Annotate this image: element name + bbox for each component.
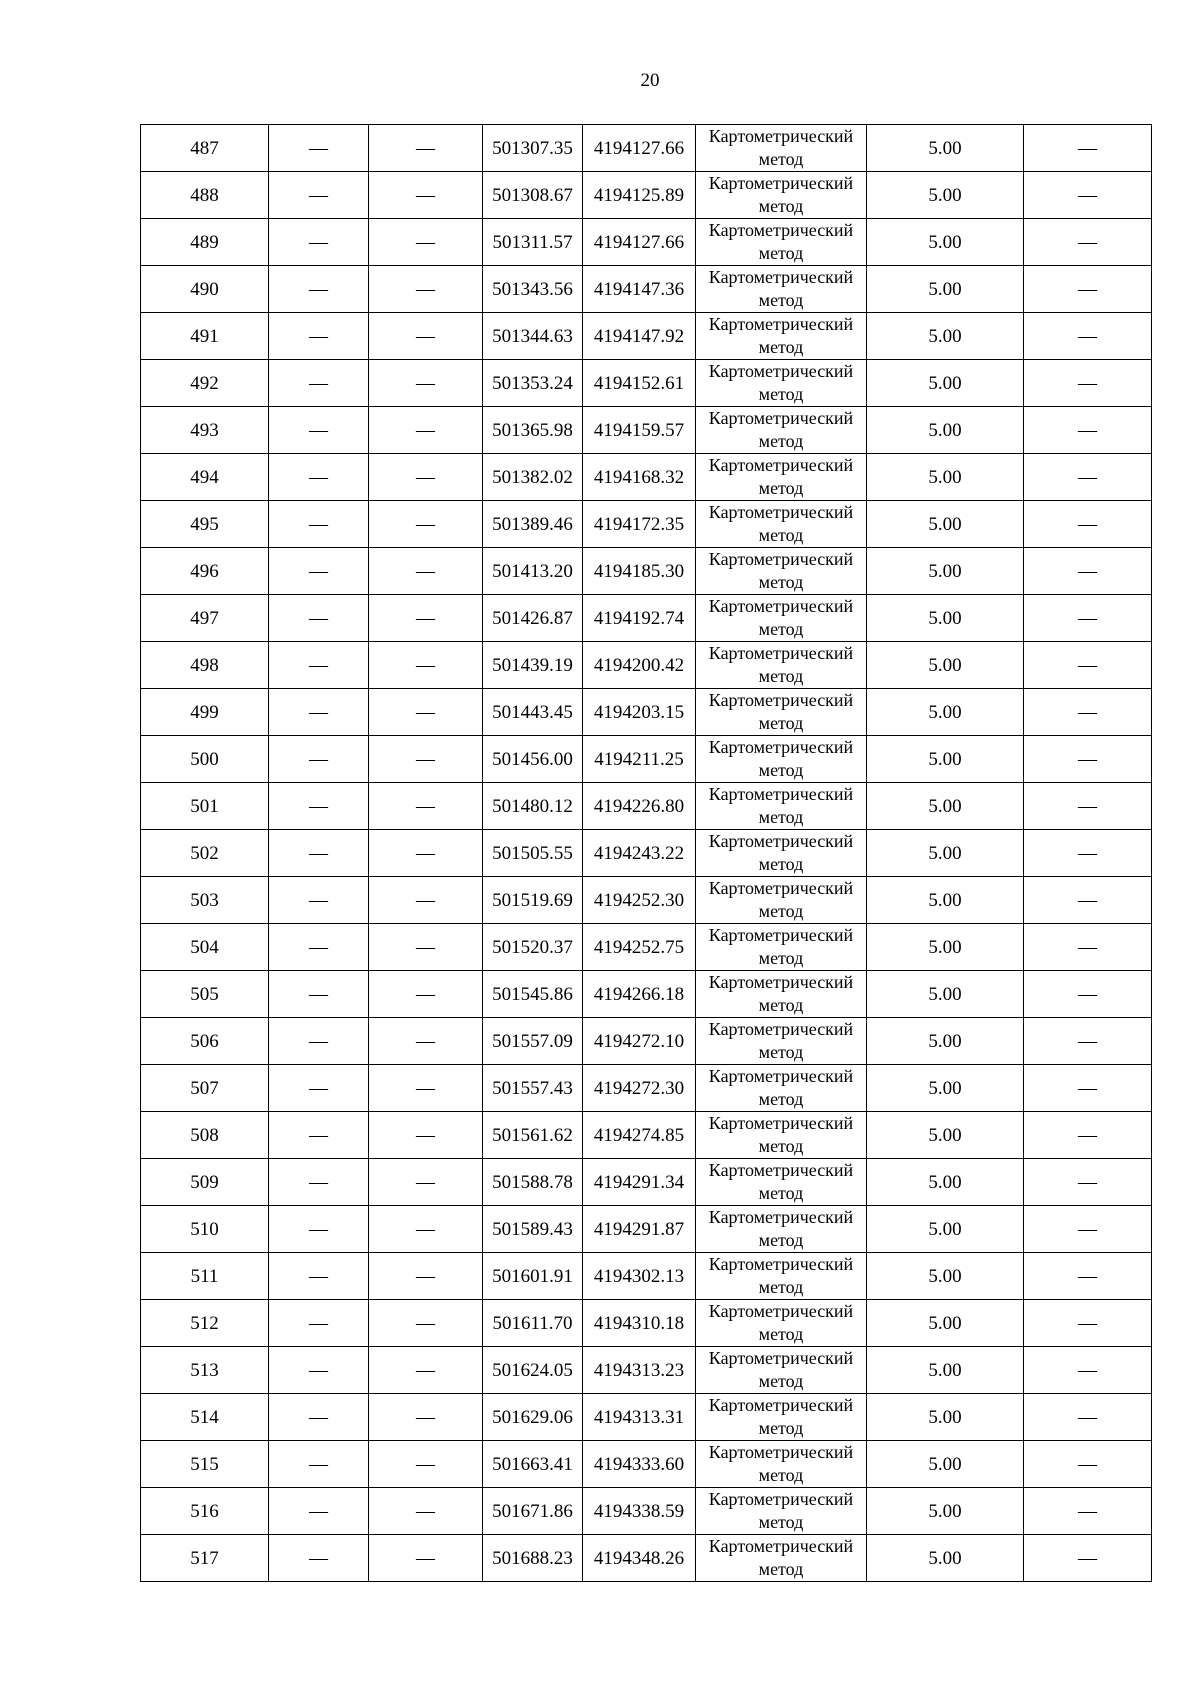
coordinate-y-cell: 4194272.10 (583, 1018, 696, 1065)
point-number-cell: 514 (141, 1394, 269, 1441)
point-number-cell: 492 (141, 360, 269, 407)
coordinate-x-cell: 501545.86 (483, 971, 583, 1018)
method-cell: Картометрический метод (696, 266, 867, 313)
coordinate-x-cell: 501439.19 (483, 642, 583, 689)
empty-value-cell: — (1024, 1206, 1152, 1253)
empty-value-cell: — (1024, 1112, 1152, 1159)
empty-value-cell: — (269, 689, 369, 736)
empty-value-cell: — (1024, 1253, 1152, 1300)
point-number-cell: 517 (141, 1535, 269, 1582)
empty-value-cell: — (1024, 783, 1152, 830)
empty-value-cell: — (269, 595, 369, 642)
table-row (141, 1112, 1152, 1159)
table-row (141, 125, 1152, 172)
empty-value-cell: — (1024, 1535, 1152, 1582)
empty-value-cell: — (269, 501, 369, 548)
empty-value-cell: — (269, 548, 369, 595)
accuracy-cell: 5.00 (867, 595, 1024, 642)
accuracy-cell: 5.00 (867, 172, 1024, 219)
accuracy-cell: 5.00 (867, 125, 1024, 172)
point-number-cell: 487 (141, 125, 269, 172)
empty-value-cell: — (369, 877, 483, 924)
table-row (141, 407, 1152, 454)
empty-value-cell: — (369, 454, 483, 501)
accuracy-cell: 5.00 (867, 830, 1024, 877)
empty-value-cell: — (1024, 1065, 1152, 1112)
method-cell: Картометрический метод (696, 1159, 867, 1206)
accuracy-cell: 5.00 (867, 1535, 1024, 1582)
empty-value-cell: — (369, 971, 483, 1018)
empty-value-cell: — (1024, 266, 1152, 313)
empty-value-cell: — (269, 407, 369, 454)
empty-value-cell: — (269, 1441, 369, 1488)
method-cell: Картометрический метод (696, 1300, 867, 1347)
empty-value-cell: — (269, 125, 369, 172)
empty-value-cell: — (269, 313, 369, 360)
coordinate-x-cell: 501413.20 (483, 548, 583, 595)
point-number-cell: 509 (141, 1159, 269, 1206)
empty-value-cell: — (369, 219, 483, 266)
accuracy-cell: 5.00 (867, 924, 1024, 971)
method-cell: Картометрический метод (696, 219, 867, 266)
coordinate-y-cell: 4194291.87 (583, 1206, 696, 1253)
method-cell: Картометрический метод (696, 642, 867, 689)
empty-value-cell: — (269, 172, 369, 219)
table-row (141, 877, 1152, 924)
point-number-cell: 511 (141, 1253, 269, 1300)
point-number-cell: 515 (141, 1441, 269, 1488)
method-cell: Картометрический метод (696, 1018, 867, 1065)
accuracy-cell: 5.00 (867, 1159, 1024, 1206)
empty-value-cell: — (369, 736, 483, 783)
coordinate-y-cell: 4194302.13 (583, 1253, 696, 1300)
point-number-cell: 495 (141, 501, 269, 548)
table-row (141, 595, 1152, 642)
empty-value-cell: — (269, 642, 369, 689)
empty-value-cell: — (269, 1347, 369, 1394)
empty-value-cell: — (269, 1112, 369, 1159)
empty-value-cell: — (1024, 1300, 1152, 1347)
coordinate-y-cell: 4194338.59 (583, 1488, 696, 1535)
empty-value-cell: — (269, 1300, 369, 1347)
empty-value-cell: — (1024, 689, 1152, 736)
coordinate-y-cell: 4194348.26 (583, 1535, 696, 1582)
coordinate-x-cell: 501663.41 (483, 1441, 583, 1488)
empty-value-cell: — (1024, 642, 1152, 689)
table-row (141, 689, 1152, 736)
method-cell: Картометрический метод (696, 877, 867, 924)
accuracy-cell: 5.00 (867, 1488, 1024, 1535)
empty-value-cell: — (369, 1159, 483, 1206)
coordinate-x-cell: 501382.02 (483, 454, 583, 501)
table-row (141, 219, 1152, 266)
coordinate-y-cell: 4194333.60 (583, 1441, 696, 1488)
method-cell: Картометрический метод (696, 1394, 867, 1441)
point-number-cell: 503 (141, 877, 269, 924)
table-row (141, 1065, 1152, 1112)
empty-value-cell: — (369, 1394, 483, 1441)
coordinate-y-cell: 4194243.22 (583, 830, 696, 877)
empty-value-cell: — (269, 266, 369, 313)
point-number-cell: 500 (141, 736, 269, 783)
empty-value-cell: — (369, 1018, 483, 1065)
accuracy-cell: 5.00 (867, 736, 1024, 783)
empty-value-cell: — (369, 1300, 483, 1347)
coordinate-y-cell: 4194200.42 (583, 642, 696, 689)
accuracy-cell: 5.00 (867, 1347, 1024, 1394)
empty-value-cell: — (269, 1394, 369, 1441)
coordinate-y-cell: 4194152.61 (583, 360, 696, 407)
coordinate-x-cell: 501307.35 (483, 125, 583, 172)
coordinate-y-cell: 4194172.35 (583, 501, 696, 548)
point-number-cell: 513 (141, 1347, 269, 1394)
method-cell: Картометрический метод (696, 971, 867, 1018)
method-cell: Картометрический метод (696, 313, 867, 360)
accuracy-cell: 5.00 (867, 407, 1024, 454)
coordinate-x-cell: 501308.67 (483, 172, 583, 219)
coordinate-x-cell: 501688.23 (483, 1535, 583, 1582)
coordinate-x-cell: 501519.69 (483, 877, 583, 924)
method-cell: Картометрический метод (696, 548, 867, 595)
accuracy-cell: 5.00 (867, 1206, 1024, 1253)
coordinate-y-cell: 4194185.30 (583, 548, 696, 595)
method-cell: Картометрический метод (696, 1253, 867, 1300)
empty-value-cell: — (269, 783, 369, 830)
empty-value-cell: — (369, 595, 483, 642)
point-number-cell: 505 (141, 971, 269, 1018)
table-row (141, 501, 1152, 548)
point-number-cell: 516 (141, 1488, 269, 1535)
coordinate-x-cell: 501311.57 (483, 219, 583, 266)
coordinate-y-cell: 4194310.18 (583, 1300, 696, 1347)
coordinate-x-cell: 501611.70 (483, 1300, 583, 1347)
method-cell: Картометрический метод (696, 595, 867, 642)
empty-value-cell: — (269, 1206, 369, 1253)
accuracy-cell: 5.00 (867, 548, 1024, 595)
method-cell: Картометрический метод (696, 360, 867, 407)
empty-value-cell: — (1024, 595, 1152, 642)
coordinate-y-cell: 4194266.18 (583, 971, 696, 1018)
coordinate-y-cell: 4194192.74 (583, 595, 696, 642)
accuracy-cell: 5.00 (867, 266, 1024, 313)
coordinate-y-cell: 4194274.85 (583, 1112, 696, 1159)
empty-value-cell: — (369, 1535, 483, 1582)
method-cell: Картометрический метод (696, 1535, 867, 1582)
empty-value-cell: — (1024, 219, 1152, 266)
empty-value-cell: — (269, 1159, 369, 1206)
coordinate-x-cell: 501480.12 (483, 783, 583, 830)
coordinate-x-cell: 501505.55 (483, 830, 583, 877)
table-row (141, 454, 1152, 501)
empty-value-cell: — (269, 877, 369, 924)
empty-value-cell: — (369, 172, 483, 219)
empty-value-cell: — (369, 1206, 483, 1253)
table-body (141, 125, 1152, 1582)
accuracy-cell: 5.00 (867, 877, 1024, 924)
accuracy-cell: 5.00 (867, 313, 1024, 360)
coordinate-x-cell: 501557.43 (483, 1065, 583, 1112)
empty-value-cell: — (1024, 830, 1152, 877)
point-number-cell: 512 (141, 1300, 269, 1347)
empty-value-cell: — (1024, 548, 1152, 595)
coordinate-x-cell: 501343.56 (483, 266, 583, 313)
method-cell: Картометрический метод (696, 454, 867, 501)
empty-value-cell: — (1024, 1441, 1152, 1488)
empty-value-cell: — (369, 125, 483, 172)
coordinate-y-cell: 4194203.15 (583, 689, 696, 736)
empty-value-cell: — (369, 1112, 483, 1159)
point-number-cell: 488 (141, 172, 269, 219)
empty-value-cell: — (1024, 1394, 1152, 1441)
empty-value-cell: — (1024, 1159, 1152, 1206)
coordinate-y-cell: 4194211.25 (583, 736, 696, 783)
coordinate-x-cell: 501629.06 (483, 1394, 583, 1441)
method-cell: Картометрический метод (696, 125, 867, 172)
table-row (141, 783, 1152, 830)
point-number-cell: 501 (141, 783, 269, 830)
coordinate-x-cell: 501601.91 (483, 1253, 583, 1300)
coordinate-x-cell: 501443.45 (483, 689, 583, 736)
coordinate-x-cell: 501588.78 (483, 1159, 583, 1206)
empty-value-cell: — (1024, 924, 1152, 971)
table-row (141, 313, 1152, 360)
coordinates-table (140, 124, 1152, 1582)
point-number-cell: 496 (141, 548, 269, 595)
coordinate-y-cell: 4194127.66 (583, 125, 696, 172)
empty-value-cell: — (1024, 1347, 1152, 1394)
method-cell: Картометрический метод (696, 783, 867, 830)
table-row (141, 1488, 1152, 1535)
method-cell: Картометрический метод (696, 1347, 867, 1394)
accuracy-cell: 5.00 (867, 1441, 1024, 1488)
point-number-cell: 506 (141, 1018, 269, 1065)
accuracy-cell: 5.00 (867, 1394, 1024, 1441)
empty-value-cell: — (1024, 407, 1152, 454)
method-cell: Картометрический метод (696, 830, 867, 877)
empty-value-cell: — (1024, 501, 1152, 548)
method-cell: Картометрический метод (696, 1488, 867, 1535)
coordinate-x-cell: 501589.43 (483, 1206, 583, 1253)
point-number-cell: 493 (141, 407, 269, 454)
method-cell: Картометрический метод (696, 1065, 867, 1112)
empty-value-cell: — (1024, 313, 1152, 360)
empty-value-cell: — (1024, 454, 1152, 501)
method-cell: Картометрический метод (696, 1112, 867, 1159)
empty-value-cell: — (269, 1018, 369, 1065)
coordinate-y-cell: 4194272.30 (583, 1065, 696, 1112)
coordinate-y-cell: 4194127.66 (583, 219, 696, 266)
coordinate-y-cell: 4194313.23 (583, 1347, 696, 1394)
accuracy-cell: 5.00 (867, 360, 1024, 407)
method-cell: Картометрический метод (696, 1441, 867, 1488)
coordinate-y-cell: 4194159.57 (583, 407, 696, 454)
empty-value-cell: — (269, 1488, 369, 1535)
coordinate-x-cell: 501365.98 (483, 407, 583, 454)
point-number-cell: 490 (141, 266, 269, 313)
accuracy-cell: 5.00 (867, 971, 1024, 1018)
point-number-cell: 497 (141, 595, 269, 642)
table-row (141, 1018, 1152, 1065)
empty-value-cell: — (269, 454, 369, 501)
empty-value-cell: — (369, 266, 483, 313)
empty-value-cell: — (369, 1253, 483, 1300)
coordinate-x-cell: 501389.46 (483, 501, 583, 548)
empty-value-cell: — (369, 924, 483, 971)
table-row (141, 172, 1152, 219)
coordinate-y-cell: 4194125.89 (583, 172, 696, 219)
empty-value-cell: — (369, 1347, 483, 1394)
coordinate-x-cell: 501557.09 (483, 1018, 583, 1065)
coordinate-x-cell: 501426.87 (483, 595, 583, 642)
method-cell: Картометрический метод (696, 689, 867, 736)
coordinate-x-cell: 501456.00 (483, 736, 583, 783)
empty-value-cell: — (269, 1253, 369, 1300)
table-row (141, 924, 1152, 971)
coordinate-y-cell: 4194147.36 (583, 266, 696, 313)
empty-value-cell: — (1024, 736, 1152, 783)
coordinate-y-cell: 4194252.75 (583, 924, 696, 971)
empty-value-cell: — (1024, 1018, 1152, 1065)
coordinate-x-cell: 501671.86 (483, 1488, 583, 1535)
empty-value-cell: — (269, 830, 369, 877)
table-row (141, 1159, 1152, 1206)
table-row (141, 642, 1152, 689)
accuracy-cell: 5.00 (867, 454, 1024, 501)
empty-value-cell: — (1024, 360, 1152, 407)
method-cell: Картометрический метод (696, 407, 867, 454)
table-row (141, 360, 1152, 407)
table-row (141, 1253, 1152, 1300)
page-number: 20 (640, 70, 660, 91)
table-row (141, 1206, 1152, 1253)
point-number-cell: 498 (141, 642, 269, 689)
accuracy-cell: 5.00 (867, 1253, 1024, 1300)
coordinate-y-cell: 4194226.80 (583, 783, 696, 830)
empty-value-cell: — (269, 971, 369, 1018)
coordinate-y-cell: 4194252.30 (583, 877, 696, 924)
point-number-cell: 494 (141, 454, 269, 501)
point-number-cell: 504 (141, 924, 269, 971)
point-number-cell: 510 (141, 1206, 269, 1253)
table-row (141, 1300, 1152, 1347)
empty-value-cell: — (269, 736, 369, 783)
coordinate-x-cell: 501353.24 (483, 360, 583, 407)
accuracy-cell: 5.00 (867, 1112, 1024, 1159)
accuracy-cell: 5.00 (867, 689, 1024, 736)
point-number-cell: 491 (141, 313, 269, 360)
accuracy-cell: 5.00 (867, 1300, 1024, 1347)
coordinate-y-cell: 4194313.31 (583, 1394, 696, 1441)
accuracy-cell: 5.00 (867, 1065, 1024, 1112)
table-row (141, 830, 1152, 877)
table-row (141, 736, 1152, 783)
point-number-cell: 508 (141, 1112, 269, 1159)
method-cell: Картометрический метод (696, 924, 867, 971)
table-row (141, 1394, 1152, 1441)
accuracy-cell: 5.00 (867, 642, 1024, 689)
empty-value-cell: — (369, 1065, 483, 1112)
accuracy-cell: 5.00 (867, 501, 1024, 548)
empty-value-cell: — (269, 924, 369, 971)
empty-value-cell: — (369, 642, 483, 689)
empty-value-cell: — (369, 313, 483, 360)
point-number-cell: 499 (141, 689, 269, 736)
empty-value-cell: — (369, 783, 483, 830)
table-row (141, 1535, 1152, 1582)
method-cell: Картометрический метод (696, 1206, 867, 1253)
accuracy-cell: 5.00 (867, 219, 1024, 266)
coordinate-x-cell: 501520.37 (483, 924, 583, 971)
point-number-cell: 502 (141, 830, 269, 877)
empty-value-cell: — (369, 407, 483, 454)
empty-value-cell: — (369, 501, 483, 548)
method-cell: Картометрический метод (696, 736, 867, 783)
empty-value-cell: — (369, 830, 483, 877)
table-row (141, 971, 1152, 1018)
empty-value-cell: — (1024, 877, 1152, 924)
empty-value-cell: — (1024, 172, 1152, 219)
table-row (141, 1441, 1152, 1488)
coordinate-y-cell: 4194168.32 (583, 454, 696, 501)
method-cell: Картометрический метод (696, 172, 867, 219)
table-row (141, 1347, 1152, 1394)
table-row (141, 266, 1152, 313)
empty-value-cell: — (369, 689, 483, 736)
point-number-cell: 489 (141, 219, 269, 266)
point-number-cell: 507 (141, 1065, 269, 1112)
coordinate-y-cell: 4194291.34 (583, 1159, 696, 1206)
empty-value-cell: — (369, 1441, 483, 1488)
empty-value-cell: — (369, 548, 483, 595)
empty-value-cell: — (1024, 971, 1152, 1018)
empty-value-cell: — (369, 1488, 483, 1535)
coordinate-y-cell: 4194147.92 (583, 313, 696, 360)
accuracy-cell: 5.00 (867, 1018, 1024, 1065)
empty-value-cell: — (1024, 1488, 1152, 1535)
empty-value-cell: — (269, 1065, 369, 1112)
coordinate-x-cell: 501624.05 (483, 1347, 583, 1394)
coordinate-x-cell: 501561.62 (483, 1112, 583, 1159)
empty-value-cell: — (1024, 125, 1152, 172)
method-cell: Картометрический метод (696, 501, 867, 548)
empty-value-cell: — (369, 360, 483, 407)
table-row (141, 548, 1152, 595)
accuracy-cell: 5.00 (867, 783, 1024, 830)
coordinate-x-cell: 501344.63 (483, 313, 583, 360)
empty-value-cell: — (269, 360, 369, 407)
empty-value-cell: — (269, 1535, 369, 1582)
empty-value-cell: — (269, 219, 369, 266)
